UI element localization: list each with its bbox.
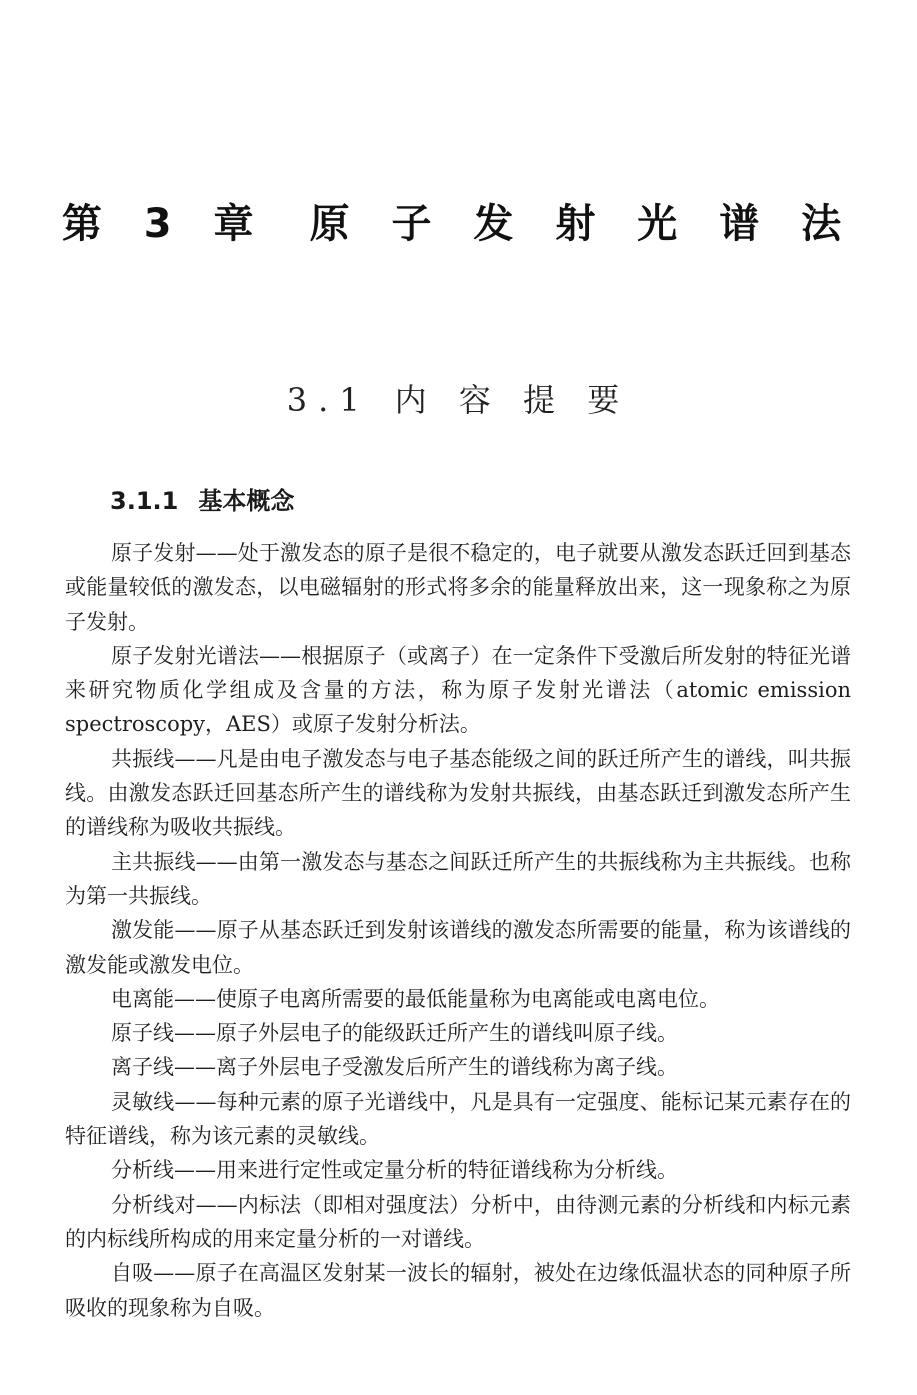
subsection-title bbox=[110, 484, 294, 518]
subsection-number: 3.1.1 bbox=[110, 487, 179, 515]
section-title bbox=[0, 378, 917, 422]
body-text bbox=[65, 536, 851, 1325]
definition-paragraph: 原子线——原子外层电子的能级跃迁所产生的谱线叫原子线。 bbox=[111, 1021, 678, 1046]
section-name: 内 容 提 要 bbox=[394, 381, 631, 419]
definition-paragraph: 主共振线——由第一激发态与基态之间跃迁所产生的共振线称为主共振线。也称为第一共振线。 bbox=[65, 849, 851, 908]
definition-paragraph: 电离能——使原子电离所需要的最低能量称为电离能或电离电位。 bbox=[111, 986, 720, 1011]
definition-paragraph: 共振线——凡是由电子激发态与电子基态能级之间的跃迁所产生的谱线，叫共振线。由激发态跃迁回基态所产生的谱线称为发射共振线，由基态跃迁到激发态所产生的谱线称为吸收共振线。 bbox=[65, 746, 851, 840]
definition-paragraph: 分析线——用来进行定性或定量分析的特征谱线称为分析线。 bbox=[111, 1158, 678, 1183]
chapter-number: 第 3 章 bbox=[61, 201, 268, 247]
definition-paragraph: 自吸——原子在高温区发射某一波长的辐射，被处在边缘低温状态的同种原子所吸收的现象称为自吸。 bbox=[65, 1261, 851, 1320]
definition-paragraph: 分析线对——内标法（即相对强度法）分析中，由待测元素的分析线和内标元素的内标线所构成的用来定量分析的一对谱线。 bbox=[65, 1192, 851, 1251]
definition-paragraph: 原子发射光谱法——根据原子（或离子）在一定条件下受激后所发射的特征光谱来研究物质化学组成及含量的方法，称为原子发射光谱法（atomic emission spectroscopy，AES）或原子发射分析法。 bbox=[65, 643, 851, 737]
definition-paragraph: 灵敏线——每种元素的原子光谱线中，凡是具有一定强度、能标记某元素存在的特征谱线，称为该元素的灵敏线。 bbox=[65, 1089, 851, 1149]
section-number: 3.1 bbox=[286, 381, 371, 419]
definition-paragraph: 激发能——原子从基态跃迁到发射该谱线的激发态所需要的能量，称为该谱线的激发能或激发电位。 bbox=[65, 918, 851, 977]
chapter-title bbox=[0, 196, 917, 252]
definition-paragraph: 离子线——离子外层电子受激发后所产生的谱线称为离子线。 bbox=[111, 1055, 678, 1080]
definition-paragraph: 原子发射——处于激发态的原子是很不稳定的，电子就要从激发态跃迁回到基态或能量较低的激发态，以电磁辐射的形式将多余的能量释放出来，这一现象称之为原子发射。 bbox=[65, 541, 851, 634]
subsection-name: 基本概念 bbox=[198, 487, 295, 515]
chapter-name: 原 子 发 射 光 谱 法 bbox=[309, 201, 856, 247]
